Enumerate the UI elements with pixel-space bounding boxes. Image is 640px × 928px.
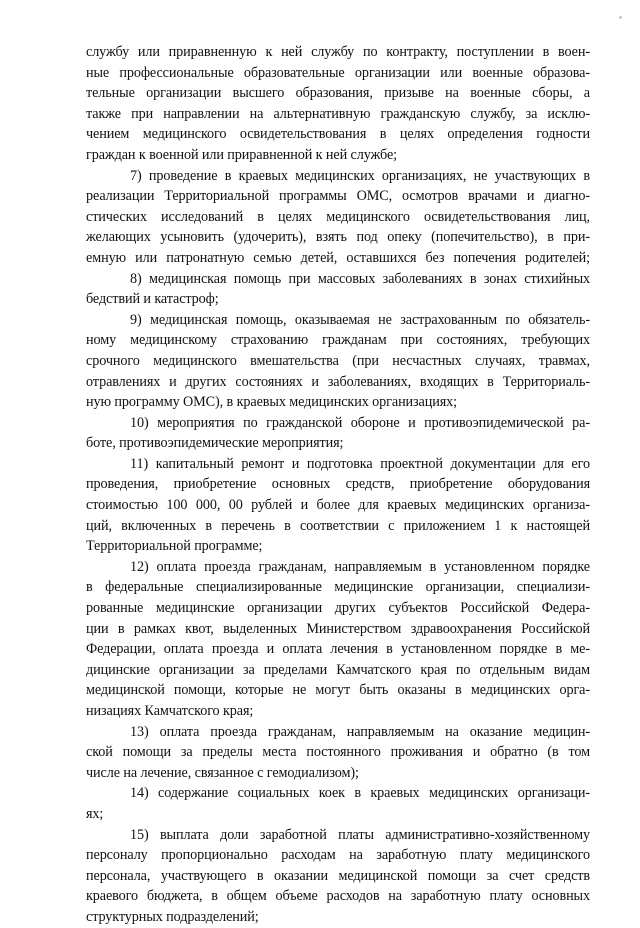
text-line: также при направлении на альтернативную гражданскую службу, за исклю-	[86, 105, 590, 122]
text-line: персоналу пропорционально расходам на заработную плату медицинского	[86, 847, 590, 864]
text-line: ному медицинскому страхованию гражданам при состояниях, требующих	[86, 332, 590, 349]
text-line: персонала, участвующего в оказании медицинской помощи за счет средств	[86, 867, 590, 884]
text-line: структурных подразделений;	[86, 908, 259, 925]
text-line: ные профессиональные образовательные организации или военные образова-	[86, 64, 590, 81]
text-line: 15) выплата доли заработной платы административно-хозяйственному	[130, 826, 590, 843]
text-line: боте, противоэпидемические мероприятия;	[86, 435, 344, 452]
text-line: числе на лечение, связанное с гемодиализом);	[86, 764, 359, 781]
text-line: 11) капитальный ремонт и подготовка проектной документации для его	[130, 455, 590, 472]
paragraph-continuation	[86, 42, 590, 166]
text-line: 8) медицинская помощь при массовых заболеваниях в зонах стихийных	[130, 270, 590, 287]
text-line: желающих усыновить (удочерить), взять под опеку (попечительство), в при-	[86, 229, 590, 246]
text-line: тельные организации высшего образования, призыве на военные сборы, а	[86, 85, 590, 102]
paragraph-item-15	[86, 825, 590, 928]
text-line: дицинские организации за пределами Камчатского края по отдельным видам	[86, 661, 590, 678]
text-line: 12) оплата проезда гражданам, направляемым в установленном порядке	[130, 558, 590, 575]
text-line: граждан к военной или приравненной к ней службе;	[86, 146, 398, 163]
text-line: ях;	[86, 805, 104, 822]
text-line: 13) оплата проезда гражданам, направляемым на оказание медицин-	[130, 723, 590, 740]
text-line: стоимостью 100 000, 00 рублей и более для краевых медицинских организа-	[86, 497, 590, 514]
paragraph-item-8	[86, 269, 590, 310]
text-line: медицинской помощи, которые не могут быть оказаны в медицинских орга-	[86, 682, 590, 699]
text-line: низациях Камчатского края;	[86, 703, 254, 719]
text-line: бедствий и катастроф;	[86, 291, 219, 308]
text-line: ную программу ОМС), в краевых медицинских организациях;	[86, 394, 457, 411]
text-line: чением медицинского освидетельствования в целях определения годности	[86, 126, 590, 143]
text-line: 14) содержание социальных коек в краевых медицинских организаци-	[130, 785, 590, 802]
text-line: ций, включенных в перечень в соответствии с приложением 1 к настоящей	[86, 517, 590, 534]
text-line: отравлениях и других состояниях и заболеваниях, входящих в Территориаль-	[86, 373, 590, 390]
paragraph-item-10	[86, 413, 590, 454]
text-line: реализации Территориальной программы ОМС, осмотров врачами и диагно-	[86, 188, 590, 205]
paragraph-item-9	[86, 310, 590, 413]
text-line: 9) медицинская помощь, оказываемая не застрахованным по обязатель-	[130, 311, 590, 328]
paragraph-item-11	[86, 454, 590, 557]
text-line: службу или приравненную к ней службу по контракту, поступлении в воен-	[86, 44, 590, 60]
text-line: емную или патронатную семью детей, оставшихся без попечения родителей;	[86, 249, 590, 266]
paragraph-item-14	[86, 783, 590, 824]
paragraph-item-12	[86, 557, 590, 722]
text-line: проведения, приобретение основных средств, приобретение оборудования	[86, 476, 590, 493]
text-line: ции в рамках квот, выделенных Министерством здравоохранения Российской	[86, 620, 590, 637]
scan-dot	[619, 16, 622, 19]
document-body	[86, 42, 590, 928]
text-line: стических исследований в целях медицинского освидетельствования лиц,	[86, 208, 590, 225]
text-line: Территориальной программе;	[86, 538, 263, 555]
paragraph-item-13	[86, 722, 590, 784]
text-line: срочного медицинского вмешательства (при несчастных случаях, травмах,	[86, 352, 590, 369]
text-line: в федеральные специализированные медицинские организации, специализи-	[86, 579, 590, 596]
text-line: краевого бюджета, в общем объеме расходов на заработную плату основных	[86, 888, 590, 905]
text-line: рованные медицинские организации других субъектов Российской Федера-	[86, 600, 590, 617]
text-line: Федерации, оплата проезда и оплата лечения в установленном порядке в ме-	[86, 641, 590, 658]
text-line: 7) проведение в краевых медицинских организациях, не участвующих в	[130, 167, 590, 184]
text-line: ской помощи за пределы места постоянного проживания и обратно (в том	[86, 744, 590, 761]
paragraph-item-7	[86, 166, 590, 269]
text-line: 10) мероприятия по гражданской обороне и противоэпидемической ра-	[130, 414, 590, 431]
